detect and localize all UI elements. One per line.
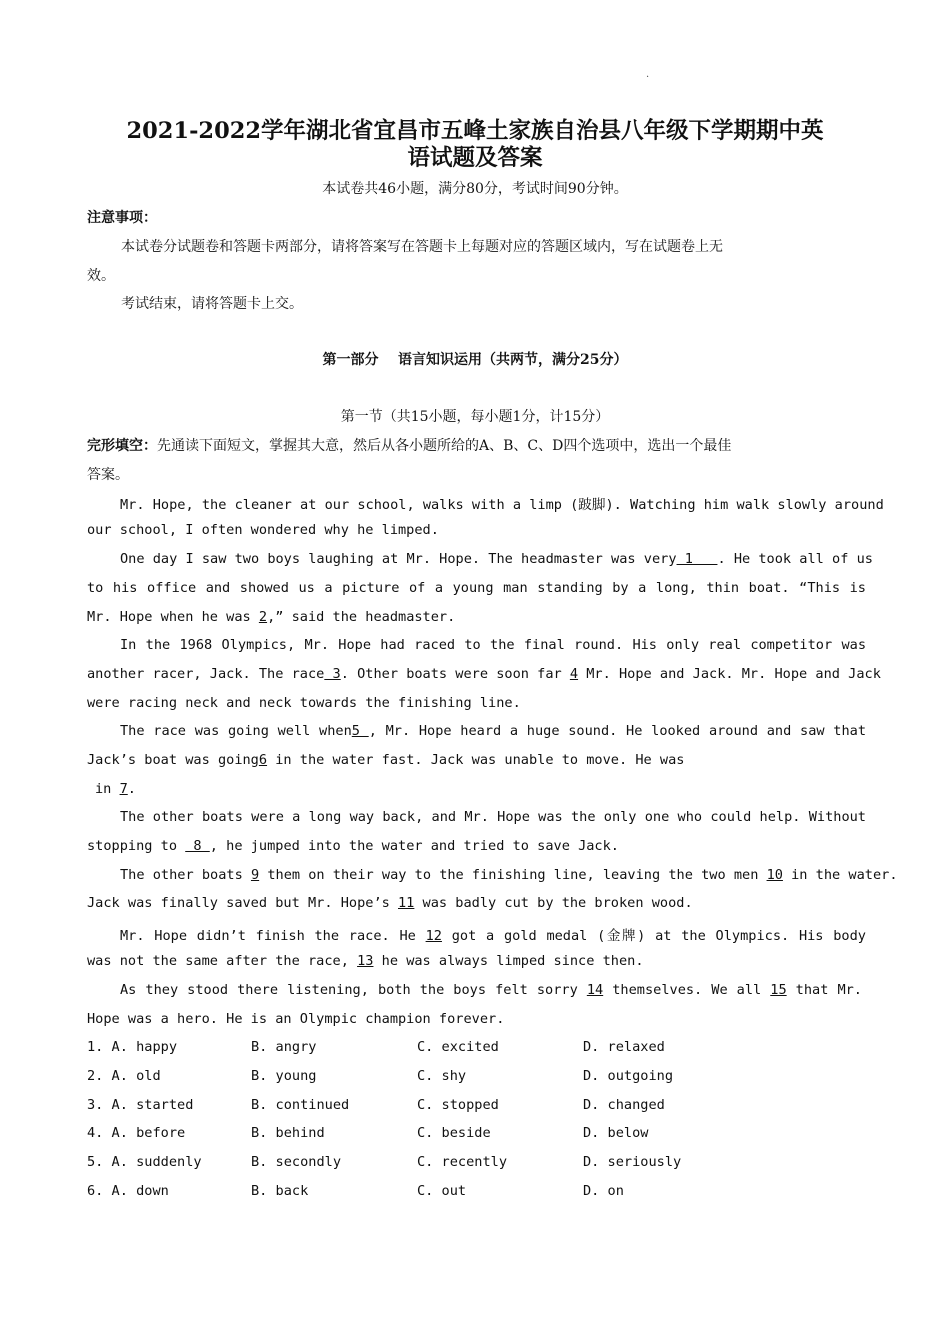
option-b: B. secondly bbox=[251, 1154, 342, 1170]
option-b: B. back bbox=[251, 1183, 309, 1199]
passage-p4b: Jack’s boat was going6 in the water fast. Jack was unable to move. He was bbox=[87, 752, 685, 768]
passage-p1b: our school, I often wondered why he limped. bbox=[87, 522, 439, 538]
option-b: B. behind bbox=[251, 1125, 325, 1141]
section1-title: 第一节（共15小题，每小题1分，计15分） bbox=[340, 409, 610, 425]
blank-14: 14 bbox=[586, 982, 604, 998]
option-b: B. continued bbox=[251, 1097, 350, 1113]
passage-p2c: Mr. Hope when he was 2,” said the headmaster. bbox=[87, 609, 456, 625]
notice-line2: 效。 bbox=[87, 268, 115, 284]
passage-p3c: were racing neck and neck towards the finishing line. bbox=[87, 695, 521, 711]
option-d: D. on bbox=[583, 1183, 624, 1199]
option-d: D. below bbox=[583, 1125, 649, 1141]
blank-15: 15 bbox=[770, 982, 787, 998]
blank-10: 10 bbox=[766, 867, 783, 883]
exam-info: 本试卷共46小题，满分80分，考试时间90分钟。 bbox=[322, 181, 628, 197]
option-c: C. stopped bbox=[417, 1097, 499, 1113]
blank-6: 6 bbox=[258, 752, 268, 768]
blank-7: 7 bbox=[119, 781, 128, 797]
option-c: C. beside bbox=[417, 1125, 491, 1141]
passage-p4a: The race was going well when5 , Mr. Hope heard a huge sound. He looked around and saw that bbox=[120, 723, 867, 739]
passage-p1a: Mr. Hope, the cleaner at our school, walks with a limp (跛脚). Watching him walk slowly around bbox=[120, 497, 884, 513]
option-c: C. shy bbox=[417, 1068, 467, 1084]
passage-p3b: another racer, Jack. The race 3. Other boats were soon far 4 Mr. Hope and Jack. Mr. Hope and Jack bbox=[87, 666, 881, 682]
blank-12: 12 bbox=[425, 928, 442, 944]
passage-p2b: to his office and showed us a picture of a young man standing by a long, thin boat. “This is bbox=[87, 580, 866, 596]
passage-p8a: As they stood there listening, both the boys felt sorry 14 themselves. We all 15 that Mr. bbox=[120, 982, 862, 998]
instructions-line2: 答案。 bbox=[87, 467, 129, 483]
blank-3: 3 bbox=[324, 666, 341, 682]
passage-p4c: in 7. bbox=[95, 781, 136, 797]
instructions-text: 先通读下面短文，掌握其大意，然后从各小题所给的A、B、C、D四个选项中，选出一个最佳 bbox=[157, 438, 732, 454]
notice-line3: 考试结束，请将答题卡上交。 bbox=[121, 296, 303, 312]
passage-p5b: stopping to 8 , he jumped into the water and tried to save Jack. bbox=[87, 838, 619, 854]
document-title-line2: 语试题及答案 bbox=[407, 145, 543, 171]
blank-1: 1 bbox=[676, 551, 718, 567]
passage-p7a: Mr. Hope didn’t finish the race. He 12 got a gold medal (金牌) at the Olympics. His body bbox=[120, 928, 866, 944]
option-a: 4. A. before bbox=[87, 1125, 186, 1141]
option-d: D. seriously bbox=[583, 1154, 682, 1170]
option-a: 1. A. happy bbox=[87, 1039, 178, 1055]
option-c: C. recently bbox=[417, 1154, 508, 1170]
document-title-line1: 2021-2022学年湖北省宜昌市五峰土家族自治县八年级下学期期中英 bbox=[126, 118, 824, 144]
option-d: D. relaxed bbox=[583, 1039, 665, 1055]
option-a: 2. A. old bbox=[87, 1068, 161, 1084]
blank-5: 5 bbox=[351, 723, 369, 739]
passage-p8b: Hope was a hero. He is an Olympic champion forever. bbox=[87, 1011, 505, 1027]
option-c: C. excited bbox=[417, 1039, 499, 1055]
option-b: B. young bbox=[251, 1068, 317, 1084]
notice-heading: 注意事项： bbox=[87, 210, 157, 226]
option-a: 6. A. down bbox=[87, 1183, 169, 1199]
blank-13: 13 bbox=[357, 953, 374, 969]
passage-p5a: The other boats were a long way back, and Mr. Hope was the only one who could help. Without bbox=[120, 809, 866, 825]
option-a: 5. A. suddenly bbox=[87, 1154, 202, 1170]
option-b: B. angry bbox=[251, 1039, 317, 1055]
passage-p2a: One day I saw two boys laughing at Mr. Hope. The headmaster was very 1 . He took all of us bbox=[120, 551, 873, 567]
passage-p6a: The other boats 9 them on their way to the finishing line, leaving the two men 10 in the water. bbox=[120, 867, 898, 883]
notice-line1: 本试卷分试题卷和答题卡两部分，请将答案写在答题卡上每题对应的答题区域内，写在试题卷上无 bbox=[121, 239, 723, 255]
blank-4: 4 bbox=[569, 666, 579, 682]
passage-p3a: In the 1968 Olympics, Mr. Hope had raced to the final round. His only real competitor was bbox=[120, 637, 866, 653]
blank-2: 2 bbox=[258, 609, 268, 625]
blank-11: 11 bbox=[398, 895, 415, 911]
blank-9: 9 bbox=[250, 867, 260, 883]
option-a: 3. A. started bbox=[87, 1097, 194, 1113]
option-d: D. outgoing bbox=[583, 1068, 674, 1084]
instructions-label: 完形填空： bbox=[87, 438, 157, 454]
instructions bbox=[87, 435, 867, 455]
blank-8: 8 bbox=[185, 838, 210, 854]
option-d: D. changed bbox=[583, 1097, 665, 1113]
option-c: C. out bbox=[417, 1183, 467, 1199]
part1-title: 第一部分 语言知识运用（共两节，满分25分） bbox=[322, 352, 628, 368]
passage-p6b: Jack was finally saved but Mr. Hope’s 11 was badly cut by the broken wood. bbox=[87, 895, 693, 911]
passage-p7b: was not the same after the race, 13 he was always limped since then. bbox=[87, 953, 644, 969]
header-dot: · bbox=[646, 72, 650, 83]
